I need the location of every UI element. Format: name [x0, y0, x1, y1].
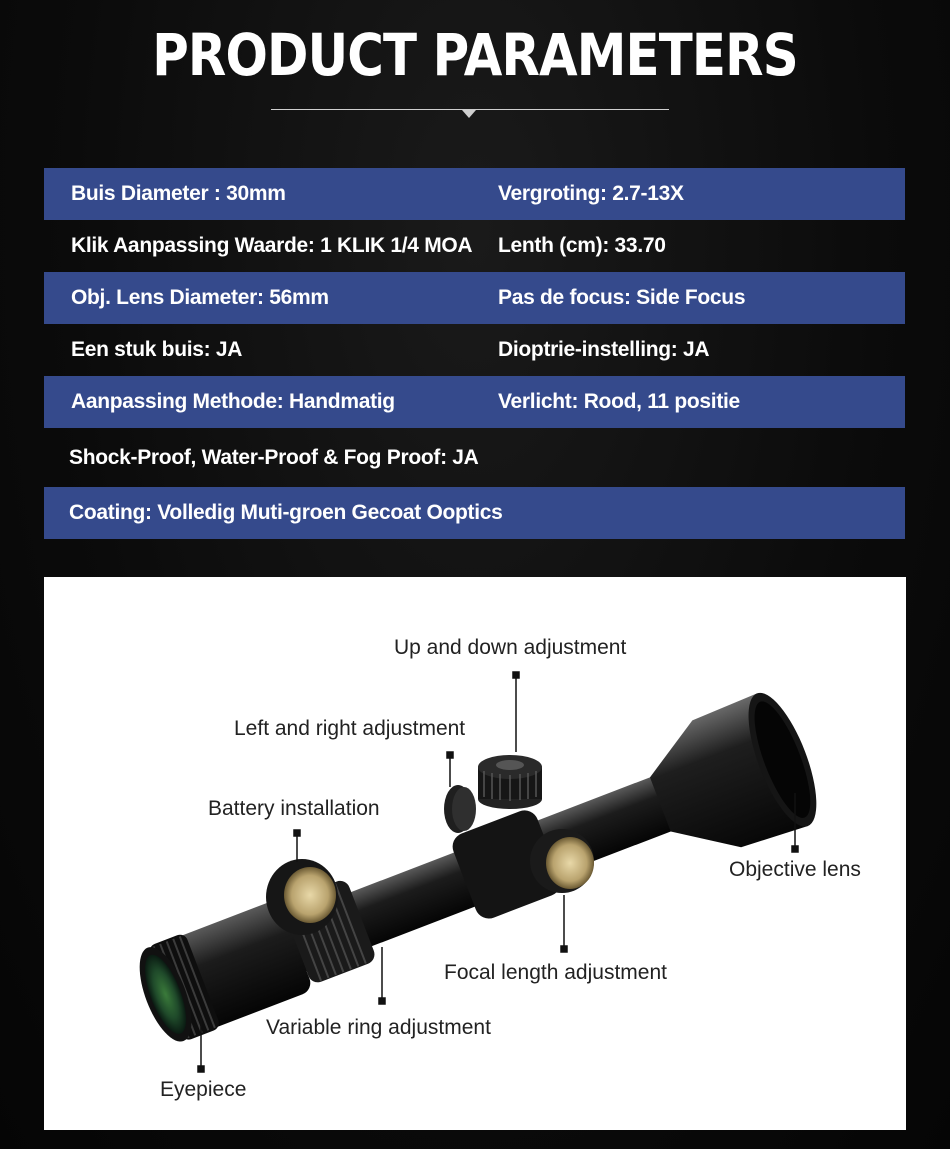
label-battery-installation: Battery installation — [208, 797, 380, 820]
label-eyepiece: Eyepiece — [160, 1078, 247, 1101]
page-title: PRODUCT PARAMETERS — [152, 21, 798, 89]
spec-cell: Verlicht: Rood, 11 positie — [498, 390, 740, 413]
spec-cell: Dioptrie-instelling: JA — [498, 338, 710, 361]
spec-cell: Lenth (cm): 33.70 — [498, 234, 666, 257]
spec-row — [44, 220, 905, 272]
spec-cell: Klik Aanpassing Waarde: 1 KLIK 1/4 MOA — [71, 234, 473, 257]
spec-cell: Vergroting: 2.7-13X — [498, 182, 684, 205]
scope-diagram-panel — [44, 577, 906, 1130]
spec-cell: Pas de focus: Side Focus — [498, 286, 746, 309]
spec-cell: Coating: Volledig Muti-groen Gecoat Ooptics — [69, 501, 503, 524]
side-focus-knob — [530, 829, 594, 893]
label-focal-length-adjustment: Focal length adjustment — [444, 961, 667, 984]
spec-row — [44, 428, 905, 487]
label-variable-ring-adjustment: Variable ring adjustment — [266, 1016, 491, 1039]
spec-table — [44, 168, 905, 539]
spec-cell: Aanpassing Methode: Handmatig — [71, 390, 395, 413]
label-up-down-adjustment: Up and down adjustment — [394, 636, 627, 659]
spec-row — [44, 376, 905, 428]
spec-cell: Een stuk buis: JA — [71, 338, 243, 361]
scope-body — [122, 685, 830, 1070]
elevation-turret — [478, 755, 542, 809]
spec-row — [44, 272, 905, 324]
spec-cell: Shock-Proof, Water-Proof & Fog Proof: JA — [69, 445, 479, 469]
windage-turret — [444, 785, 476, 833]
label-objective-lens: Objective lens — [729, 858, 861, 881]
divider-arrow-icon — [462, 110, 476, 118]
spec-row — [44, 324, 905, 376]
battery-cap — [266, 859, 338, 935]
spec-row — [44, 168, 905, 220]
spec-cell: Buis Diameter : 30mm — [71, 182, 286, 205]
spec-cell: Obj. Lens Diameter: 56mm — [71, 286, 329, 309]
label-left-right-adjustment: Left and right adjustment — [234, 717, 466, 740]
spec-row — [44, 487, 905, 539]
